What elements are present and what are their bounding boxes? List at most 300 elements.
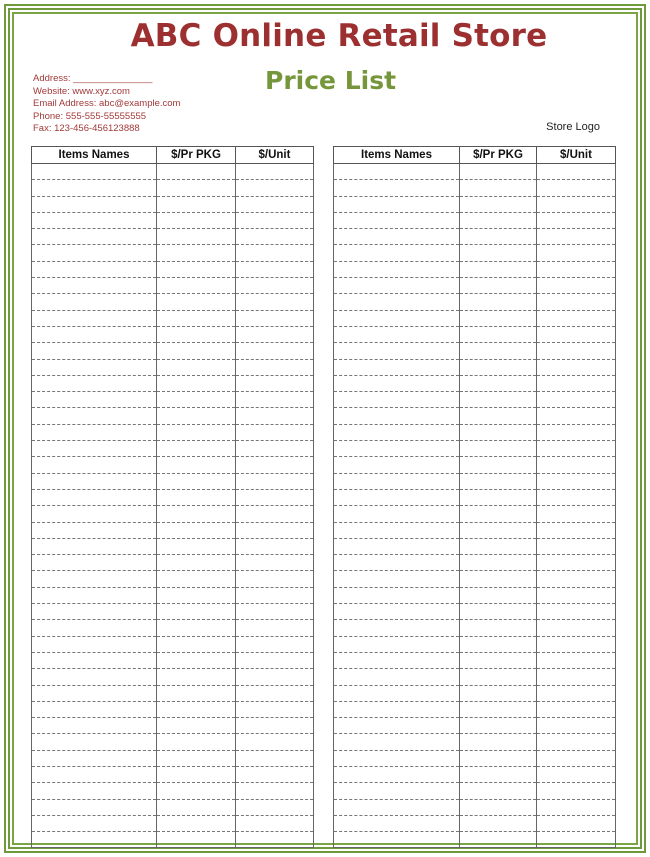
- table-row: [32, 212, 314, 228]
- item-name-cell[interactable]: [32, 343, 157, 359]
- price-pkg-cell[interactable]: [460, 701, 537, 717]
- price-unit-cell[interactable]: [537, 701, 616, 717]
- item-name-cell[interactable]: [334, 555, 460, 571]
- table-row: [32, 604, 314, 620]
- item-name-cell[interactable]: [32, 832, 157, 848]
- table-row: [334, 815, 616, 831]
- price-pkg-cell[interactable]: [460, 489, 537, 505]
- item-name-cell[interactable]: [334, 343, 460, 359]
- item-name-cell[interactable]: [334, 212, 460, 228]
- price-pkg-cell[interactable]: [460, 718, 537, 734]
- price-pkg-cell[interactable]: [157, 587, 236, 603]
- item-name-cell[interactable]: [32, 555, 157, 571]
- item-name-cell[interactable]: [32, 359, 157, 375]
- item-name-cell[interactable]: [334, 815, 460, 831]
- price-pkg-cell[interactable]: [460, 652, 537, 668]
- item-name-cell[interactable]: [334, 604, 460, 620]
- price-unit-cell[interactable]: [537, 620, 616, 636]
- price-pkg-cell[interactable]: [460, 815, 537, 831]
- price-pkg-cell[interactable]: [157, 718, 236, 734]
- item-name-cell[interactable]: [32, 750, 157, 766]
- item-name-cell[interactable]: [334, 669, 460, 685]
- price-unit-cell[interactable]: [236, 652, 314, 668]
- price-unit-cell[interactable]: [236, 571, 314, 587]
- item-name-cell[interactable]: [334, 278, 460, 294]
- price-unit-cell[interactable]: [537, 326, 616, 342]
- price-pkg-cell[interactable]: [157, 392, 236, 408]
- price-unit-cell[interactable]: [236, 473, 314, 489]
- item-name-cell[interactable]: [334, 685, 460, 701]
- item-name-cell[interactable]: [32, 164, 157, 180]
- item-name-cell[interactable]: [32, 424, 157, 440]
- price-unit-cell[interactable]: [236, 164, 314, 180]
- price-unit-cell[interactable]: [537, 489, 616, 505]
- price-pkg-cell[interactable]: [460, 343, 537, 359]
- price-pkg-cell[interactable]: [460, 196, 537, 212]
- item-name-cell[interactable]: [32, 669, 157, 685]
- price-pkg-cell[interactable]: [157, 571, 236, 587]
- price-pkg-cell[interactable]: [157, 832, 236, 848]
- item-name-cell[interactable]: [32, 571, 157, 587]
- price-pkg-cell[interactable]: [460, 408, 537, 424]
- price-pkg-cell[interactable]: [157, 457, 236, 473]
- price-pkg-cell[interactable]: [157, 343, 236, 359]
- item-name-cell[interactable]: [32, 326, 157, 342]
- price-pkg-cell[interactable]: [157, 261, 236, 277]
- price-unit-cell[interactable]: [537, 343, 616, 359]
- price-pkg-cell[interactable]: [157, 294, 236, 310]
- table-row: [32, 718, 314, 734]
- store-logo-placeholder: Store Logo: [546, 121, 600, 133]
- table-row: [32, 180, 314, 196]
- price-pkg-cell[interactable]: [157, 522, 236, 538]
- price-unit-cell[interactable]: [537, 212, 616, 228]
- item-name-cell[interactable]: [334, 832, 460, 848]
- item-name-cell[interactable]: [32, 196, 157, 212]
- price-pkg-cell[interactable]: [460, 457, 537, 473]
- table-row: [334, 506, 616, 522]
- price-pkg-cell[interactable]: [157, 229, 236, 245]
- item-name-cell[interactable]: [32, 506, 157, 522]
- item-name-cell[interactable]: [334, 571, 460, 587]
- price-unit-cell[interactable]: [236, 832, 314, 848]
- col-header-items: Items Names: [32, 147, 157, 164]
- price-unit-cell[interactable]: [537, 164, 616, 180]
- price-pkg-cell[interactable]: [157, 180, 236, 196]
- price-table-left: [31, 146, 314, 848]
- price-unit-cell[interactable]: [537, 815, 616, 831]
- price-pkg-cell[interactable]: [157, 489, 236, 505]
- price-unit-cell[interactable]: [236, 408, 314, 424]
- price-pkg-cell[interactable]: [157, 408, 236, 424]
- price-pkg-cell[interactable]: [157, 212, 236, 228]
- price-unit-cell[interactable]: [537, 652, 616, 668]
- price-pkg-cell[interactable]: [157, 783, 236, 799]
- item-name-cell[interactable]: [32, 294, 157, 310]
- item-name-cell[interactable]: [32, 652, 157, 668]
- item-name-cell[interactable]: [32, 375, 157, 391]
- table-row: [32, 457, 314, 473]
- item-name-cell[interactable]: [32, 408, 157, 424]
- price-pkg-cell[interactable]: [460, 636, 537, 652]
- item-name-cell[interactable]: [32, 278, 157, 294]
- price-pkg-cell[interactable]: [157, 701, 236, 717]
- price-pkg-cell[interactable]: [460, 555, 537, 571]
- item-name-cell[interactable]: [334, 718, 460, 734]
- price-pkg-cell[interactable]: [157, 359, 236, 375]
- table-header-row: [32, 147, 314, 164]
- price-pkg-cell[interactable]: [157, 734, 236, 750]
- price-pkg-cell[interactable]: [460, 310, 537, 326]
- item-name-cell[interactable]: [32, 685, 157, 701]
- price-pkg-cell[interactable]: [460, 229, 537, 245]
- price-unit-cell[interactable]: [236, 766, 314, 782]
- price-pkg-cell[interactable]: [157, 555, 236, 571]
- price-pkg-cell[interactable]: [157, 750, 236, 766]
- price-unit-cell[interactable]: [236, 538, 314, 554]
- price-unit-cell[interactable]: [537, 229, 616, 245]
- table-row: [32, 294, 314, 310]
- price-unit-cell[interactable]: [236, 294, 314, 310]
- price-unit-cell[interactable]: [537, 734, 616, 750]
- item-name-cell[interactable]: [32, 180, 157, 196]
- table-row: [32, 278, 314, 294]
- price-pkg-cell[interactable]: [460, 375, 537, 391]
- price-unit-cell[interactable]: [537, 278, 616, 294]
- item-name-cell[interactable]: [334, 506, 460, 522]
- item-name-cell[interactable]: [334, 620, 460, 636]
- table-row: [334, 587, 616, 603]
- item-name-cell[interactable]: [32, 261, 157, 277]
- price-pkg-cell[interactable]: [157, 604, 236, 620]
- price-pkg-cell[interactable]: [460, 441, 537, 457]
- price-pkg-cell[interactable]: [460, 832, 537, 848]
- price-unit-cell[interactable]: [236, 310, 314, 326]
- table-row: [334, 750, 616, 766]
- price-unit-cell[interactable]: [537, 408, 616, 424]
- table-row: [334, 164, 616, 180]
- price-unit-cell[interactable]: [537, 604, 616, 620]
- price-unit-cell[interactable]: [236, 326, 314, 342]
- price-unit-cell[interactable]: [537, 718, 616, 734]
- item-name-cell[interactable]: [334, 326, 460, 342]
- price-pkg-cell[interactable]: [157, 652, 236, 668]
- table-row: [32, 750, 314, 766]
- price-pkg-cell[interactable]: [157, 424, 236, 440]
- price-pkg-cell[interactable]: [157, 766, 236, 782]
- item-name-cell[interactable]: [334, 441, 460, 457]
- item-name-cell[interactable]: [334, 489, 460, 505]
- item-name-cell[interactable]: [32, 734, 157, 750]
- price-unit-cell[interactable]: [236, 441, 314, 457]
- table-row: [334, 734, 616, 750]
- item-name-cell[interactable]: [32, 538, 157, 554]
- item-name-cell[interactable]: [334, 375, 460, 391]
- item-name-cell[interactable]: [334, 424, 460, 440]
- price-unit-cell[interactable]: [537, 506, 616, 522]
- table-row: [334, 473, 616, 489]
- price-pkg-cell[interactable]: [460, 164, 537, 180]
- item-name-cell[interactable]: [334, 310, 460, 326]
- price-unit-cell[interactable]: [236, 734, 314, 750]
- table-row: [334, 392, 616, 408]
- price-unit-cell[interactable]: [236, 604, 314, 620]
- table-row: [32, 685, 314, 701]
- table-row: [334, 326, 616, 342]
- item-name-cell[interactable]: [32, 718, 157, 734]
- price-pkg-cell[interactable]: [460, 538, 537, 554]
- item-name-cell[interactable]: [334, 457, 460, 473]
- item-name-cell[interactable]: [334, 294, 460, 310]
- price-pkg-cell[interactable]: [157, 310, 236, 326]
- item-name-cell[interactable]: [334, 783, 460, 799]
- price-unit-cell[interactable]: [537, 245, 616, 261]
- price-unit-cell[interactable]: [537, 555, 616, 571]
- price-unit-cell[interactable]: [236, 424, 314, 440]
- price-pkg-cell[interactable]: [157, 799, 236, 815]
- table-row: [334, 652, 616, 668]
- price-pkg-cell[interactable]: [460, 212, 537, 228]
- item-name-cell[interactable]: [334, 750, 460, 766]
- item-name-cell[interactable]: [334, 652, 460, 668]
- price-unit-cell[interactable]: [537, 441, 616, 457]
- price-unit-cell[interactable]: [537, 457, 616, 473]
- item-name-cell[interactable]: [334, 799, 460, 815]
- price-unit-cell[interactable]: [236, 229, 314, 245]
- item-name-cell[interactable]: [334, 636, 460, 652]
- table-row: [32, 832, 314, 848]
- price-unit-cell[interactable]: [537, 375, 616, 391]
- price-pkg-cell[interactable]: [157, 375, 236, 391]
- item-name-cell[interactable]: [334, 587, 460, 603]
- price-pkg-cell[interactable]: [460, 261, 537, 277]
- item-name-cell[interactable]: [334, 701, 460, 717]
- price-unit-cell[interactable]: [236, 750, 314, 766]
- price-unit-cell[interactable]: [537, 766, 616, 782]
- price-pkg-cell[interactable]: [460, 766, 537, 782]
- price-pkg-cell[interactable]: [157, 441, 236, 457]
- price-unit-cell[interactable]: [537, 669, 616, 685]
- price-unit-cell[interactable]: [537, 392, 616, 408]
- price-unit-cell[interactable]: [236, 278, 314, 294]
- price-pkg-cell[interactable]: [157, 506, 236, 522]
- price-unit-cell[interactable]: [236, 392, 314, 408]
- price-unit-cell[interactable]: [537, 180, 616, 196]
- price-unit-cell[interactable]: [537, 294, 616, 310]
- price-unit-cell[interactable]: [236, 196, 314, 212]
- price-pkg-cell[interactable]: [157, 164, 236, 180]
- item-name-cell[interactable]: [32, 766, 157, 782]
- contact-phone: Phone: 555-555-55555555: [33, 110, 147, 122]
- table-row: [334, 636, 616, 652]
- item-name-cell[interactable]: [32, 457, 157, 473]
- item-name-cell[interactable]: [334, 766, 460, 782]
- price-pkg-cell[interactable]: [460, 473, 537, 489]
- item-name-cell[interactable]: [32, 522, 157, 538]
- price-unit-cell[interactable]: [236, 815, 314, 831]
- item-name-cell[interactable]: [334, 164, 460, 180]
- price-pkg-cell[interactable]: [460, 604, 537, 620]
- table-row: [32, 489, 314, 505]
- price-pkg-cell[interactable]: [460, 669, 537, 685]
- item-name-cell[interactable]: [32, 392, 157, 408]
- item-name-cell[interactable]: [32, 799, 157, 815]
- price-unit-cell[interactable]: [236, 375, 314, 391]
- price-pkg-cell[interactable]: [157, 245, 236, 261]
- price-unit-cell[interactable]: [236, 636, 314, 652]
- item-name-cell[interactable]: [32, 636, 157, 652]
- price-pkg-cell[interactable]: [460, 424, 537, 440]
- price-pkg-cell[interactable]: [460, 506, 537, 522]
- price-pkg-cell[interactable]: [460, 359, 537, 375]
- table-row: [32, 620, 314, 636]
- table-header-row: [334, 147, 616, 164]
- table-row: [334, 278, 616, 294]
- item-name-cell[interactable]: [334, 261, 460, 277]
- price-pkg-cell[interactable]: [157, 278, 236, 294]
- table-row: [334, 310, 616, 326]
- price-pkg-cell[interactable]: [460, 783, 537, 799]
- price-pkg-cell[interactable]: [460, 278, 537, 294]
- item-name-cell[interactable]: [32, 489, 157, 505]
- price-unit-cell[interactable]: [236, 685, 314, 701]
- item-name-cell[interactable]: [32, 587, 157, 603]
- table-row: [32, 441, 314, 457]
- item-name-cell[interactable]: [32, 783, 157, 799]
- price-unit-cell[interactable]: [236, 343, 314, 359]
- price-unit-cell[interactable]: [236, 587, 314, 603]
- price-unit-cell[interactable]: [537, 424, 616, 440]
- contact-block: [33, 73, 180, 136]
- price-unit-cell[interactable]: [236, 261, 314, 277]
- price-unit-cell[interactable]: [236, 212, 314, 228]
- price-pkg-cell[interactable]: [460, 587, 537, 603]
- price-pkg-cell[interactable]: [460, 326, 537, 342]
- price-unit-cell[interactable]: [236, 359, 314, 375]
- item-name-cell[interactable]: [334, 473, 460, 489]
- table-row: [334, 457, 616, 473]
- table-row: [334, 212, 616, 228]
- price-pkg-cell[interactable]: [460, 392, 537, 408]
- price-pkg-cell[interactable]: [460, 685, 537, 701]
- price-unit-cell[interactable]: [236, 245, 314, 261]
- item-name-cell[interactable]: [32, 620, 157, 636]
- item-name-cell[interactable]: [32, 229, 157, 245]
- price-unit-cell[interactable]: [537, 571, 616, 587]
- price-unit-cell[interactable]: [537, 196, 616, 212]
- price-unit-cell[interactable]: [537, 473, 616, 489]
- price-unit-cell[interactable]: [537, 261, 616, 277]
- price-pkg-cell[interactable]: [460, 750, 537, 766]
- contact-website: Website: www.xyz.com: [33, 85, 130, 97]
- price-unit-cell[interactable]: [537, 832, 616, 848]
- price-pkg-cell[interactable]: [157, 196, 236, 212]
- price-unit-cell[interactable]: [537, 587, 616, 603]
- contact-email: Email Address: abc@example.com: [33, 98, 181, 110]
- item-name-cell[interactable]: [334, 538, 460, 554]
- price-unit-cell[interactable]: [537, 538, 616, 554]
- price-unit-cell[interactable]: [537, 522, 616, 538]
- table-row: [334, 538, 616, 554]
- price-pkg-cell[interactable]: [460, 522, 537, 538]
- item-name-cell[interactable]: [32, 701, 157, 717]
- table-row: [32, 783, 314, 799]
- table-row: [32, 799, 314, 815]
- price-pkg-cell[interactable]: [460, 180, 537, 196]
- item-name-cell[interactable]: [334, 522, 460, 538]
- price-unit-cell[interactable]: [236, 555, 314, 571]
- price-pkg-cell[interactable]: [460, 734, 537, 750]
- price-unit-cell[interactable]: [236, 180, 314, 196]
- price-pkg-cell[interactable]: [157, 815, 236, 831]
- price-pkg-cell[interactable]: [460, 571, 537, 587]
- item-name-cell[interactable]: [32, 310, 157, 326]
- price-unit-cell[interactable]: [236, 522, 314, 538]
- price-unit-cell[interactable]: [537, 636, 616, 652]
- price-unit-cell[interactable]: [537, 750, 616, 766]
- item-name-cell[interactable]: [32, 473, 157, 489]
- price-unit-cell[interactable]: [236, 718, 314, 734]
- price-unit-cell[interactable]: [537, 799, 616, 815]
- item-name-cell[interactable]: [334, 196, 460, 212]
- item-name-cell[interactable]: [334, 359, 460, 375]
- item-name-cell[interactable]: [334, 180, 460, 196]
- price-unit-cell[interactable]: [236, 506, 314, 522]
- table-row: [334, 620, 616, 636]
- item-name-cell[interactable]: [32, 245, 157, 261]
- table-row: [32, 636, 314, 652]
- price-pkg-cell[interactable]: [157, 636, 236, 652]
- price-pkg-cell[interactable]: [157, 326, 236, 342]
- price-pkg-cell[interactable]: [460, 245, 537, 261]
- item-name-cell[interactable]: [334, 245, 460, 261]
- col-header-price-unit: $/Unit: [537, 147, 616, 164]
- item-name-cell[interactable]: [32, 815, 157, 831]
- price-pkg-cell[interactable]: [460, 620, 537, 636]
- item-name-cell[interactable]: [32, 212, 157, 228]
- price-pkg-cell[interactable]: [157, 473, 236, 489]
- table-row: [334, 522, 616, 538]
- item-name-cell[interactable]: [334, 734, 460, 750]
- table-row: [32, 734, 314, 750]
- price-unit-cell[interactable]: [537, 685, 616, 701]
- contact-fax: Fax: 123-456-456123888: [33, 123, 140, 135]
- price-pkg-cell[interactable]: [157, 620, 236, 636]
- price-unit-cell[interactable]: [236, 620, 314, 636]
- col-header-price-pkg: $/Pr PKG: [157, 147, 236, 164]
- price-unit-cell[interactable]: [236, 669, 314, 685]
- price-pkg-cell[interactable]: [157, 685, 236, 701]
- price-unit-cell[interactable]: [236, 489, 314, 505]
- table-row: [32, 164, 314, 180]
- item-name-cell[interactable]: [334, 408, 460, 424]
- item-name-cell[interactable]: [334, 229, 460, 245]
- price-pkg-cell[interactable]: [460, 294, 537, 310]
- item-name-cell[interactable]: [32, 604, 157, 620]
- price-pkg-cell[interactable]: [157, 669, 236, 685]
- item-name-cell[interactable]: [32, 441, 157, 457]
- price-pkg-cell[interactable]: [157, 538, 236, 554]
- price-unit-cell[interactable]: [537, 359, 616, 375]
- price-unit-cell[interactable]: [236, 457, 314, 473]
- price-pkg-cell[interactable]: [460, 799, 537, 815]
- price-unit-cell[interactable]: [537, 310, 616, 326]
- price-unit-cell[interactable]: [236, 701, 314, 717]
- item-name-cell[interactable]: [334, 392, 460, 408]
- price-unit-cell[interactable]: [537, 783, 616, 799]
- price-unit-cell[interactable]: [236, 799, 314, 815]
- price-unit-cell[interactable]: [236, 783, 314, 799]
